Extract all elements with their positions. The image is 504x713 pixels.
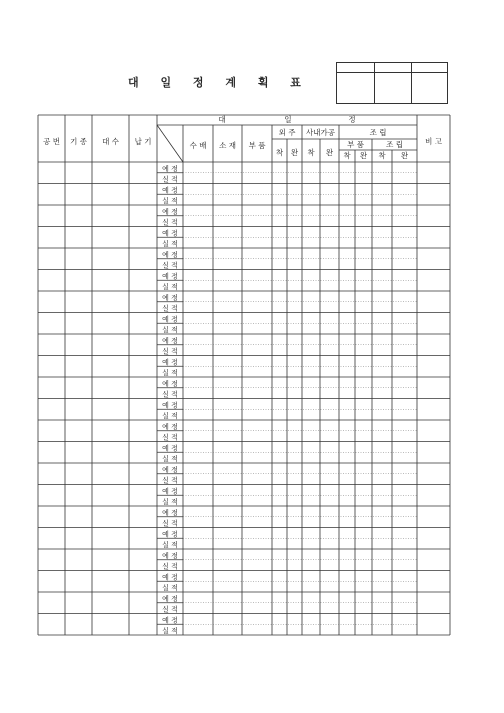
finish-label: 완	[290, 148, 299, 157]
actual-label: 실 적	[162, 412, 178, 420]
column-header: 기 종	[70, 137, 87, 146]
finish-label: 완	[400, 151, 409, 160]
plan-label: 예 정	[162, 616, 178, 625]
column-header: 납 기	[134, 137, 152, 146]
actual-label: 실 적	[162, 347, 178, 356]
plan-label: 예 정	[162, 444, 178, 453]
actual-label: 실 적	[162, 541, 178, 549]
column-header: 수 배	[189, 141, 207, 150]
plan-label: 예 정	[162, 509, 178, 517]
plan-label: 예 정	[162, 466, 178, 474]
group-header: 대	[218, 115, 226, 124]
actual-label: 실 적	[162, 197, 178, 205]
plan-label: 예 정	[162, 530, 178, 539]
start-label: 착	[275, 148, 284, 157]
plan-label: 예 정	[162, 401, 178, 410]
plan-label: 예 정	[162, 358, 178, 367]
actual-label: 실 적	[162, 283, 178, 291]
column-header: 공 번	[43, 137, 60, 146]
plan-label: 예 정	[162, 573, 178, 582]
column-header: 소 재	[219, 141, 236, 150]
plan-label: 예 정	[162, 229, 178, 238]
actual-label: 실 적	[162, 261, 178, 270]
plan-label: 예 정	[162, 272, 178, 281]
actual-label: 실 적	[162, 455, 178, 463]
plan-label: 예 정	[162, 337, 178, 345]
actual-label: 실 적	[162, 605, 178, 614]
actual-label: 실 적	[162, 326, 178, 334]
plan-label: 예 정	[162, 423, 178, 431]
plan-label: 예 정	[162, 487, 178, 496]
group-header: 일	[284, 115, 292, 124]
actual-label: 실 적	[162, 175, 178, 184]
column-header: 대 수	[102, 137, 119, 146]
actual-label: 실 적	[162, 433, 178, 442]
column-header: 조 립	[386, 140, 403, 149]
actual-label: 실 적	[162, 562, 178, 571]
start-label: 착	[378, 151, 386, 160]
plan-label: 예 정	[162, 186, 178, 195]
column-header: 외 주	[278, 128, 296, 137]
column-header: 부 품	[248, 141, 266, 150]
column-header: 조 립	[369, 128, 387, 137]
plan-label: 예 정	[162, 208, 178, 216]
actual-label: 실 적	[162, 369, 178, 377]
page-title: 대 일 정 계 획 표	[128, 76, 310, 89]
start-label: 착	[343, 151, 351, 160]
column-header: 사내가공	[306, 128, 335, 137]
plan-label: 예 정	[162, 251, 178, 259]
column-header: 비 고	[425, 137, 442, 146]
plan-label: 예 정	[162, 552, 178, 560]
group-header: 정	[348, 115, 356, 124]
column-header: 부 품	[347, 140, 364, 149]
actual-label: 실 적	[162, 240, 178, 248]
actual-label: 실 적	[162, 476, 178, 485]
finish-label: 완	[325, 148, 334, 157]
actual-label: 실 적	[162, 390, 178, 399]
plan-label: 예 정	[162, 595, 178, 603]
actual-label: 실 적	[162, 304, 178, 313]
plan-label: 예 정	[162, 294, 178, 302]
actual-label: 실 적	[162, 498, 178, 506]
finish-label: 완	[359, 151, 368, 160]
plan-label: 예 정	[162, 380, 178, 388]
actual-label: 실 적	[162, 519, 178, 528]
actual-label: 실 적	[162, 627, 178, 635]
plan-label: 예 정	[162, 165, 178, 173]
plan-label: 예 정	[162, 315, 178, 324]
actual-label: 실 적	[162, 218, 178, 227]
header-diagonal	[157, 125, 183, 162]
start-label: 착	[307, 148, 315, 157]
actual-label: 실 적	[162, 584, 178, 592]
